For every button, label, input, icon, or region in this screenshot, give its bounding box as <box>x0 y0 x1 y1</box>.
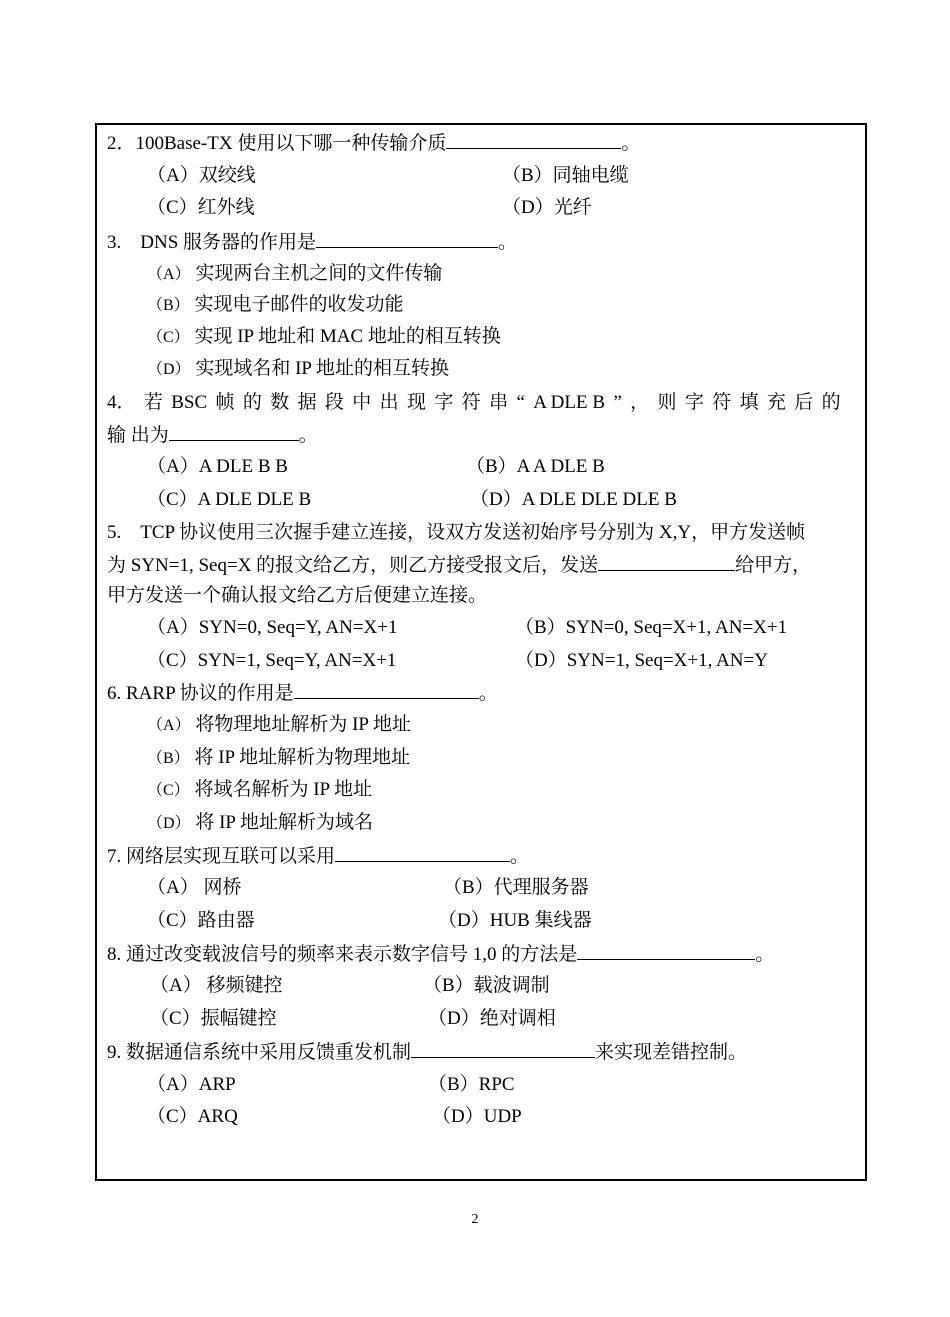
question-4-option-c: （C）A DLE DLE B <box>147 489 312 510</box>
question-9-option-b: （B）RPC <box>428 1074 515 1095</box>
question-4-stem-line-2: 输 出为 。 <box>107 422 318 449</box>
question-3-option-d: （D） 实现域名和 IP 地址的相互转换 <box>147 358 450 379</box>
answer-blank <box>169 422 299 441</box>
question-7-option-c: （C）路由器 <box>147 910 255 931</box>
answer-blank <box>446 130 621 149</box>
question-9-option-d: （D）UDP <box>432 1106 522 1127</box>
question-4-stem-line-1: 4． 若 BSC 帧 的 数 据 段 中 出 现 字 符 串 “ A DLE B ” ， 则 字 符 填 充 后 的 <box>107 392 841 413</box>
question-2-option-d: （D）光纤 <box>502 197 592 218</box>
answer-blank <box>335 843 510 862</box>
question-6-option-a: （A） 将物理地址解析为 IP 地址 <box>147 714 412 735</box>
question-6-option-c: （C） 将域名解析为 IP 地址 <box>147 779 373 800</box>
question-8-option-c: （C）振幅键控 <box>150 1008 277 1029</box>
answer-blank <box>598 552 735 571</box>
question-5-option-c: （C）SYN=1, Seq=Y, AN=X+1 <box>147 650 397 671</box>
question-8-stem: 8. 通过改变载波信号的频率来表示数字信号 1,0 的方法是 。 <box>107 941 774 968</box>
question-6-stem: 6. RARP 协议的作用是 。 <box>107 680 498 707</box>
question-7-stem: 7. 网络层实现互联可以采用 。 <box>107 843 529 870</box>
question-8-option-d: （D）绝对调相 <box>428 1008 556 1029</box>
question-7-option-a: （A） 网桥 <box>147 877 242 898</box>
question-3-option-a: （A） 实现两台主机之间的文件传输 <box>147 263 443 284</box>
question-6-option-d: （D） 将 IP 地址解析为域名 <box>147 812 374 833</box>
question-5-stem-line-3: 甲方发送一个确认报文给乙方后便建立连接。 <box>107 585 488 606</box>
question-4-option-d: （D）A DLE DLE DLE B <box>470 489 677 510</box>
answer-blank <box>316 229 498 248</box>
question-5-option-a: （A）SYN=0, Seq=Y, AN=X+1 <box>147 617 398 638</box>
page-number: 2 <box>471 1212 479 1227</box>
answer-blank <box>294 680 479 699</box>
question-7-option-b: （B）代理服务器 <box>443 877 589 898</box>
question-9-option-c: （C）ARQ <box>147 1106 238 1127</box>
question-2-option-c: （C）红外线 <box>147 197 255 218</box>
answer-blank <box>577 941 755 960</box>
question-7-option-d: （D）HUB 集线器 <box>438 910 592 931</box>
question-3-option-c: （C） 实现 IP 地址和 MAC 地址的相互转换 <box>147 326 501 347</box>
question-9-option-a: （A）ARP <box>147 1074 236 1095</box>
question-4-option-a: （A）A DLE B B <box>147 456 288 477</box>
question-5-stem-line-2: 为 SYN=1, Seq=X 的报文给乙方，则乙方接受报文后，发送 给甲方， <box>107 552 811 579</box>
question-3-stem: 3. DNS 服务器的作用是 。 <box>107 229 517 256</box>
question-5-option-b: （B）SYN=0, Seq=X+1, AN=X+1 <box>515 617 788 638</box>
question-8-option-b: （B）载波调制 <box>423 975 550 996</box>
question-5-option-d: （D）SYN=1, Seq=X+1, AN=Y <box>515 650 768 671</box>
question-4-option-b: （B）A A DLE B <box>466 456 605 477</box>
question-6-option-b: （B） 将 IP 地址解析为物理地址 <box>147 747 411 768</box>
question-9-stem: 9. 数据通信系统中采用反馈重发机制 来实现差错控制。 <box>107 1039 747 1066</box>
question-3-option-b: （B） 实现电子邮件的收发功能 <box>147 294 404 315</box>
question-5-stem-line-1: 5. TCP 协议使用三次握手建立连接，设双方发送初始序号分别为 X,Y，甲方发送帧 <box>107 522 806 543</box>
question-2-stem: 2．100Base-TX 使用以下哪一种传输介质 。 <box>107 130 640 157</box>
answer-blank <box>411 1039 595 1058</box>
question-2-option-b: （B）同轴电缆 <box>502 165 629 186</box>
question-8-option-a: （A） 移频键控 <box>150 975 283 996</box>
question-2-option-a: （A）双绞线 <box>147 165 256 186</box>
